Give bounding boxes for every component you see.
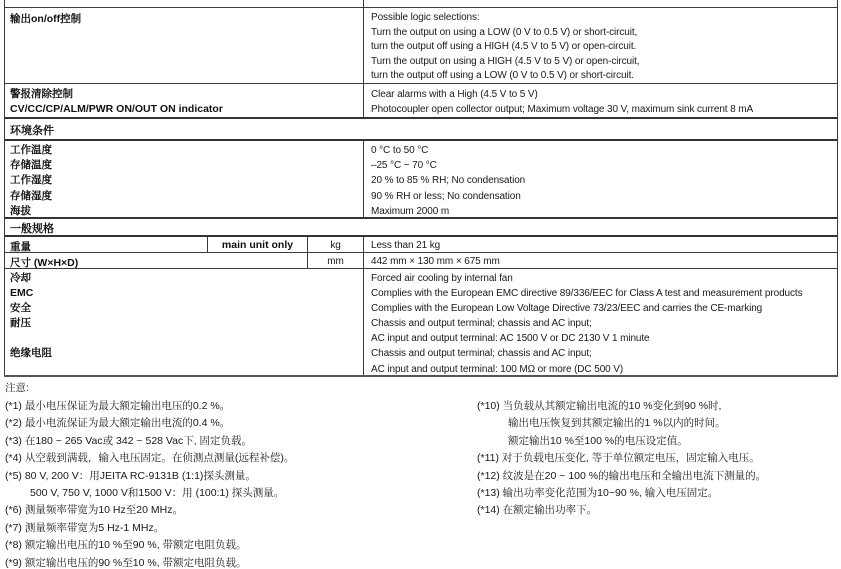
row-divider [4, 252, 838, 253]
label-line: 警报清除控制 [10, 88, 73, 100]
notes-heading: 注意: [5, 382, 29, 394]
note-line: (*8) 额定输出电压的10 %至90 %, 带额定电阻负载。 [5, 539, 247, 552]
note-line: (*5) 80 V, 200 V：用JEITA RC-9131B (1:1)探头测量。 [5, 469, 256, 482]
label-line: 工作温度 [10, 144, 52, 156]
dimensions-value: 442 mm × 130 mm × 675 mm [371, 256, 500, 267]
label-line: 存储湿度 [10, 189, 52, 202]
label-line: 安全 [10, 302, 31, 315]
label-output-onoff-control: 输出on/off控制 [10, 13, 82, 25]
row-divider [4, 268, 838, 269]
note-line: (*13) 输出功率变化范围为10~90 %, 输入电压固定。 [477, 486, 719, 499]
label-line: CV/CC/CP/ALM/PWR ON/OUT ON indicator [10, 103, 223, 116]
value-line: Turn the output on using a LOW (0 V to 0.5 V) or short-circuit, [371, 26, 638, 38]
value-line: turn the output off using a LOW (0 V to 0.5 V) or short-circuit. [371, 70, 634, 82]
value-line: turn the output off using a HIGH (4.5 V to 5 V) or open-circuit. [371, 41, 637, 53]
value-line: Clear alarms with a High (4.5 V to 5 V) [371, 89, 538, 100]
weight-unit: kg [330, 240, 341, 251]
label-weight: 重量 [10, 241, 31, 253]
table-top-border [4, 7, 838, 8]
value-line: AC input and output terminal: 100 MΩ or more (DC 500 V) [371, 363, 624, 375]
note-line-continuation: 输出电压恢复到其额定输出的1 %以内的时间。 [508, 417, 726, 430]
section-header-general: 一般规格 [10, 223, 54, 235]
note-line: (*9) 额定输出电压的90 %至10 %, 带额定电阻负载。 [5, 556, 247, 569]
value-line: Photocoupler open collector output; Maximum voltage 30 V, maximum sink current 8 mA [371, 104, 754, 116]
values-environment [371, 143, 525, 219]
values-general-misc [371, 271, 802, 377]
value-line: AC input and output terminal: AC 1500 V or DC 2130 V 1 minute [371, 333, 650, 345]
value-line: 0 °C to 50 °C [371, 145, 429, 156]
value-line: Maximum 2000 m [371, 205, 450, 217]
dimensions-unit: mm [327, 256, 344, 267]
label-line [10, 362, 52, 377]
note-line: (*7) 测量频率带宽为5 Hz-1 MHz。 [5, 521, 165, 534]
label-line: EMC [10, 287, 34, 300]
note-line: (*14) 在额定输出功率下。 [477, 504, 598, 517]
labels-environment [10, 143, 52, 219]
value-alarm-clear [371, 87, 753, 117]
value-line: Complies with the European Low Voltage Directive 73/23/EEC and carries the CE-marking [371, 303, 763, 315]
weight-scope: main unit only [221, 239, 294, 251]
note-line-continuation: 额定输出10 %至100 %的电压设定值。 [508, 434, 688, 447]
section-divider [4, 139, 838, 141]
value-line: Possible logic selections: [371, 12, 480, 23]
note-line: (*10) 当负载从其额定输出电流的10 %变化到90 %时, [477, 400, 722, 412]
column-divider [363, 139, 364, 217]
note-line: (*11) 对于负载电压变化, 等于单位额定电压，固定输入电压。 [477, 452, 760, 465]
column-divider [363, 237, 364, 375]
value-line: 90 % RH or less; No condensation [371, 190, 521, 202]
note-line: (*3) 在180 ~ 265 Vac或 342 ~ 528 Vac下, 固定负载。 [5, 434, 253, 447]
value-line: 20 % to 85 % RH; No condensation [371, 175, 526, 187]
label-line: 冷却 [10, 272, 31, 284]
value-output-onoff-control [371, 11, 639, 84]
label-line: 工作湿度 [10, 174, 52, 187]
value-line: Chassis and output terminal; chassis and AC input; [371, 348, 592, 360]
label-line [10, 331, 52, 346]
weight-value: Less than 21 kg [371, 240, 441, 251]
label-line: 存储温度 [10, 159, 52, 172]
label-line: 耐压 [10, 317, 31, 330]
label-line: 绝缘电阻 [10, 347, 52, 360]
note-line: (*6) 测量频率带宽为10 Hz至20 MHz。 [5, 504, 183, 517]
table-left-border [4, 0, 5, 375]
section-header-environment: 环境条件 [10, 125, 54, 137]
note-line-continuation: 500 V, 750 V, 1000 V和1500 V：用 (100:1) 探头测量。 [30, 486, 285, 499]
label-dimensions: 尺寸 (W×H×D) [10, 257, 79, 269]
value-line: Chassis and output terminal; chassis and AC input; [371, 318, 592, 330]
value-line: Turn the output on using a HIGH (4.5 V to 5 V) or open-circuit, [371, 55, 640, 67]
note-line: (*12) 纹波是在20 ~ 100 %的输出电压和全输出电流下测量的。 [477, 469, 767, 482]
label-line: 海拔 [10, 204, 31, 217]
value-line: Complies with the European EMC directive 89/336/EEC for Class A test and measurement products [371, 288, 803, 300]
note-line: (*2) 最小电流保证为最大额定输出电流的0.4 %。 [5, 417, 231, 430]
note-line: (*1) 最小电压保证为最大额定输出电压的0.2 %。 [5, 400, 231, 412]
note-line: (*4) 从空载到满载，输入电压固定。在侦测点测量(远程补偿)。 [5, 452, 295, 465]
label-alarm-clear [10, 87, 223, 117]
value-line: Forced air cooling by internal fan [371, 273, 513, 284]
notes-right-column [477, 398, 766, 520]
notes-left-column [5, 398, 294, 569]
column-divider [363, 0, 364, 117]
labels-general-misc [10, 271, 52, 377]
section-divider [4, 235, 838, 237]
table-right-border [837, 0, 838, 375]
value-line: –25 °C ~ 70 °C [371, 160, 437, 172]
